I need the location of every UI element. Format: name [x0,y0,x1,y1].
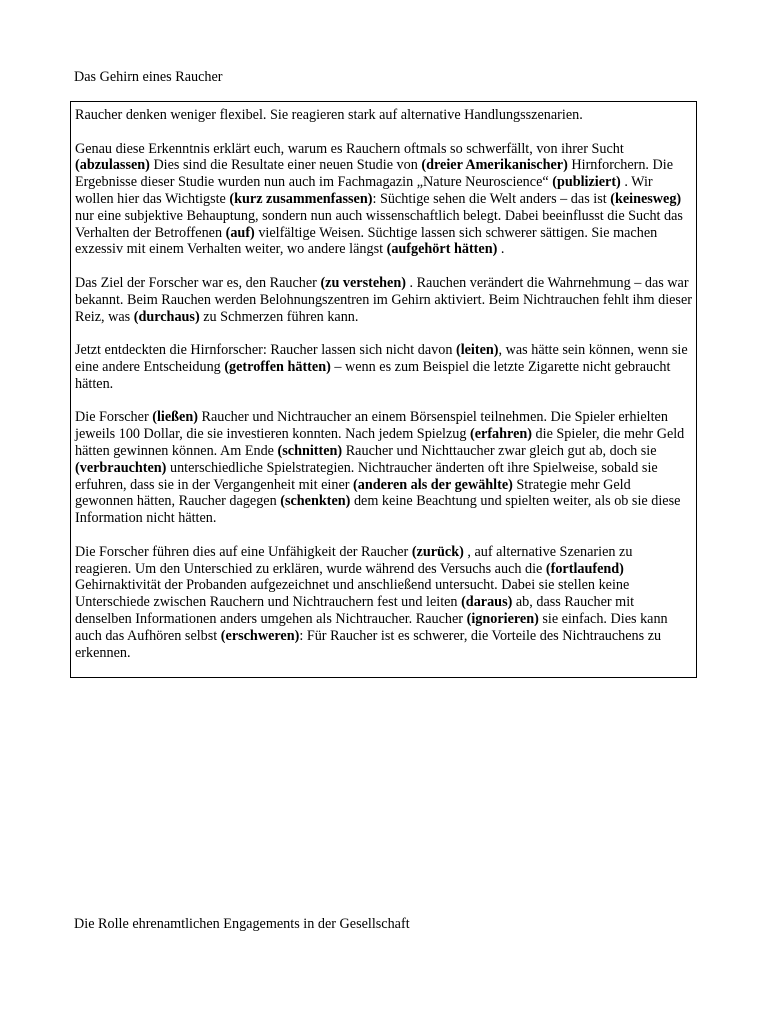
text-run: sie einfach. Dies kann auch das Aufhören selbst [75,610,668,644]
bold-term: (leiten) [455,342,499,359]
bold-term: (fortlaufend) [545,560,624,577]
text-run: Die Forscher führen dies auf eine Unfähigkeit der Raucher [75,543,412,560]
text-run: . Wir wollen hier das Wichtigste [75,174,653,207]
paragraph-3 [75,275,692,325]
text-run: zu Schmerzen führen kann. [199,308,359,325]
text-run: ab, dass Raucher mit denselben Informationen anders umgehen als Nichtraucher. Raucher [75,594,635,627]
bold-term: (ignorieren) [466,610,539,627]
bold-term: (dreier Amerikanischer) [421,157,568,174]
text-run: nur eine subjektive Behauptung, sondern nun auch wissenschaftlich belegt. Dabei beeinflusst die Sucht das Verhalten der Betroffenen [75,207,683,241]
bold-term: (abzulassen) [75,157,150,174]
text-run: , was hätte sein können, wenn sie eine andere Entscheidung [75,342,688,375]
text-run: die Spieler, die mehr Geld hätten gewinnen können. Am Ende [75,426,685,459]
text-run: dem keine Beachtung und spielten weiter, als ob sie diese Information nicht hätten. [75,493,681,527]
bold-term: (keinesweg) [610,190,682,207]
bold-term: (aufgehört hätten) [386,241,498,258]
text-run: Raucher und Nichtraucher an einem Börsenspiel teilnehmen. Die Spieler erhielten jeweils 100 Dollar, die sie investieren konnten. Nach jedem Spielzug [75,409,668,443]
paragraph-1 [75,107,692,124]
bold-term: (kurz zusammenfassen) [229,190,373,207]
text-run: unterschiedliche Spielstrategien. Nichtraucher änderten oft ihre Spielweise, sobald sie erfuhren, dass sie in der Vergangenheit mit einer [75,459,658,493]
bold-term: (zurück) [411,543,464,560]
text-run: Gehirnaktivität der Probanden aufgezeichnet und anschließend untersucht. Dabei sie stellen keine Unterschiede zwischen Rauchern und Nichtrauchern fest und leiten [75,577,630,611]
next-section-title: Die Rolle ehrenamtlichen Engagements in der Gesellschaft [74,916,410,932]
bold-term: (publiziert) [552,174,621,191]
bold-term: (getroffen hätten) [224,358,331,375]
text-run: Das Ziel der Forscher war es, den Raucher [75,274,321,291]
text-run: . [497,241,505,258]
text-run: . Rauchen verändert die Wahrnehmung – das war bekannt. Beim Rauchen werden Belohnungszentren im Gehirn aktiviert. Beim Nichtrauchen fehlt ihm dieser Reiz, was [75,274,692,325]
paragraph-6 [75,544,692,662]
document-title: Das Gehirn eines Raucher [74,69,223,85]
bold-term: (erschweren) [220,627,300,644]
bold-term: (daraus) [461,594,513,611]
bold-term: (auf) [225,224,255,241]
text-run: Hirnforchern. Die Ergebnisse dieser Studie wurden nun auch im Fachmagazin „Nature Neuroscience“ [75,157,674,191]
text-run: Genau diese Erkenntnis erklärt euch, warum es Rauchern oftmals so schwerfällt, von ihrer Sucht [75,140,624,157]
text-run: Raucher und Nichttaucher zwar gleich gut ab, doch sie [342,442,657,459]
paragraph-2 [75,141,692,259]
text-run: Die Forscher [75,409,153,426]
bold-term: (zu verstehen) [320,274,406,291]
paragraph-4 [75,342,692,392]
bold-term: (schnitten) [277,442,343,459]
text-run: , auf alternative Szenarien zu reagieren. Um den Unterschied zu erklären, wurde während des Versuchs auch die [75,543,633,577]
text-run: : Für Raucher ist es schwerer, die Vorteile des Nichtrauchens zu erkennen. [75,627,662,661]
text-run: Dies sind die Resultate einer neuen Studie von [149,157,422,174]
text-run: Strategie mehr Geld gewonnen hätten, Raucher dagegen [75,476,631,510]
bold-term: (verbrauchten) [75,459,167,476]
bold-term: (erfahren) [470,426,532,443]
bold-term: (schenkten) [280,493,351,510]
text-run: Jetzt entdeckten die Hirnforscher: Raucher lassen sich nicht davon [75,342,456,359]
bold-term: (anderen als der gewählte) [353,476,513,493]
text-run: vielfältige Weisen. Süchtige lassen sich schwerer sättigen. Sie machen exzessiv mit einem Verhalten weiter, wo andere längst [75,224,658,258]
text-run: : Süchtige sehen die Welt anders – das ist [372,190,611,207]
bold-term: (durchaus) [133,308,200,325]
text-box [70,101,697,678]
text-run: Raucher denken weniger flexibel. Sie reagieren stark auf alternative Handlungsszenarien. [75,107,583,123]
text-run: – wenn es zum Beispiel die letzte Zigarette nicht gebraucht hätten. [75,358,671,392]
bold-term: (ließen) [152,409,198,426]
paragraph-5 [75,409,692,527]
